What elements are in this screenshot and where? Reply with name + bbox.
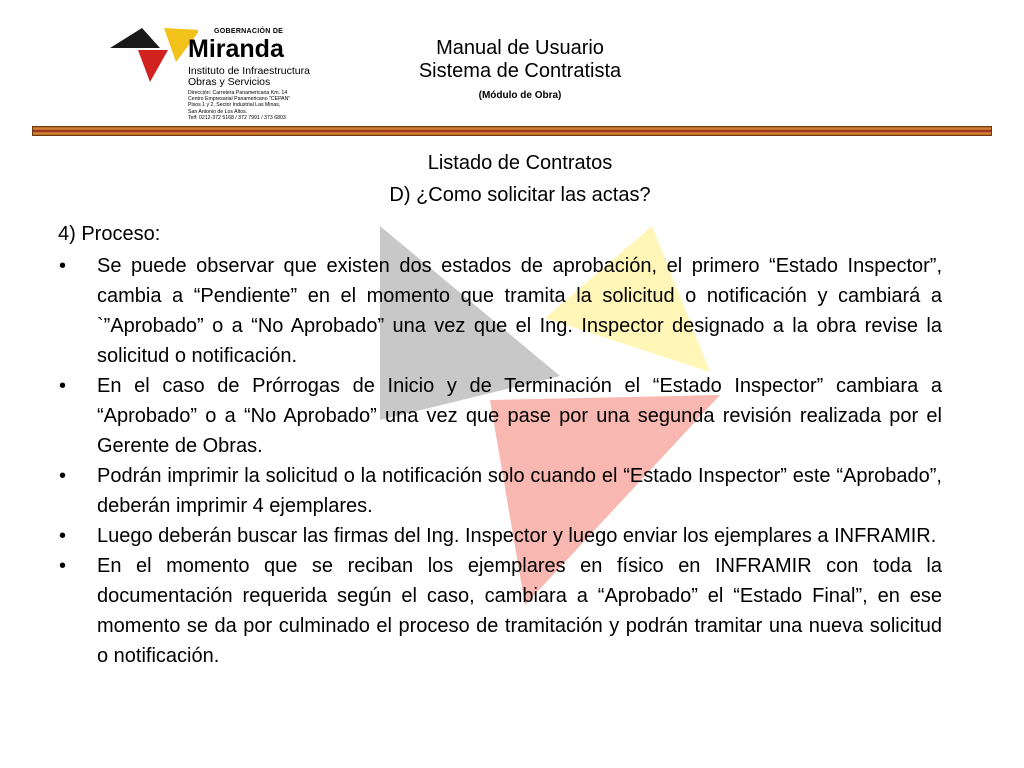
logo-address-line: San Antonio de Los Altos. <box>188 108 248 115</box>
section-subtitle: D) ¿Como solicitar las actas? <box>389 184 651 206</box>
logo-mark <box>108 26 198 91</box>
process-label: 4) Proceso: <box>58 223 161 245</box>
logo-address <box>188 90 290 121</box>
bullet-text: En el caso de Prórrogas de Inicio y de Terminación el “Estado Inspector” cambiara a “Aprobado” o a “No Aprobado” una vez que pase por una segunda revisión realizada por el Gerente de Obras. <box>97 375 942 457</box>
bullet-symbol: • <box>59 255 67 277</box>
header-module: (Módulo de Obra) <box>478 90 562 101</box>
bullet-item <box>58 461 942 521</box>
bullet-item <box>58 251 942 371</box>
bullet-list-container <box>58 251 942 671</box>
logo <box>108 26 348 121</box>
header-divider-bar <box>32 126 992 136</box>
bullet-text: En el momento que se reciban los ejemplares en físico en INFRAMIR con toda la documentación requerida según el caso, cambiara a “Aprobado” el “Estado Final”, en ese momento se da por culminado el proceso de tramitación y podrán tramitar una nueva solicitud o notificación. <box>97 555 942 667</box>
logo-gobernacion: GOBERNACIÓN DE <box>214 28 284 35</box>
logo-miranda: Miranda <box>188 35 284 63</box>
logo-address-line: Centro Empresarial Panamericano "CEPAN" <box>188 96 291 103</box>
logo-instituto-line1: Instituto de Infraestructura <box>188 65 310 77</box>
bullet-item <box>58 521 942 551</box>
bullet-symbol: • <box>59 525 67 547</box>
bullet-list <box>58 251 942 671</box>
header-subtitle: Sistema de Contratista <box>418 60 622 82</box>
header-title: Manual de Usuario <box>436 37 604 59</box>
bullet-item <box>58 551 942 671</box>
bullet-text: Se puede observar que existen dos estados de aprobación, el primero “Estado Inspector”, cambia a “Pendiente” en el momento que tramita la solicitud o notificación y cambiará a `”Aprobado” o a “No Aprobado” una vez que el Ing. Inspector designado a la obra revise la solicitud o notificación. <box>97 255 942 367</box>
logo-address-line: Telf: 0212-372 5168 / 372 7991 / 373 6803 <box>188 114 286 121</box>
bullet-symbol: • <box>59 555 67 577</box>
logo-instituto <box>188 66 310 88</box>
bullet-text: Podrán imprimir la solicitud o la notificación solo cuando el “Estado Inspector” este “Aprobado”, deberán imprimir 4 ejemplares. <box>97 465 942 517</box>
logo-instituto-line2: Obras y Servicios <box>188 76 271 88</box>
bullet-symbol: • <box>59 465 67 487</box>
logo-address-line: Dirección: Carretera Panamericana Km. 14 <box>188 90 288 96</box>
bullet-symbol: • <box>59 375 67 397</box>
section-title: Listado de Contratos <box>427 152 613 174</box>
logo-address-line: Pisos 1 y 2, Sector Industrial Las Minas, <box>188 102 281 109</box>
bullet-item <box>58 371 942 461</box>
bullet-text: Luego deberán buscar las firmas del Ing. Inspector y luego enviar los ejemplares a INFRAMIR. <box>97 525 937 547</box>
